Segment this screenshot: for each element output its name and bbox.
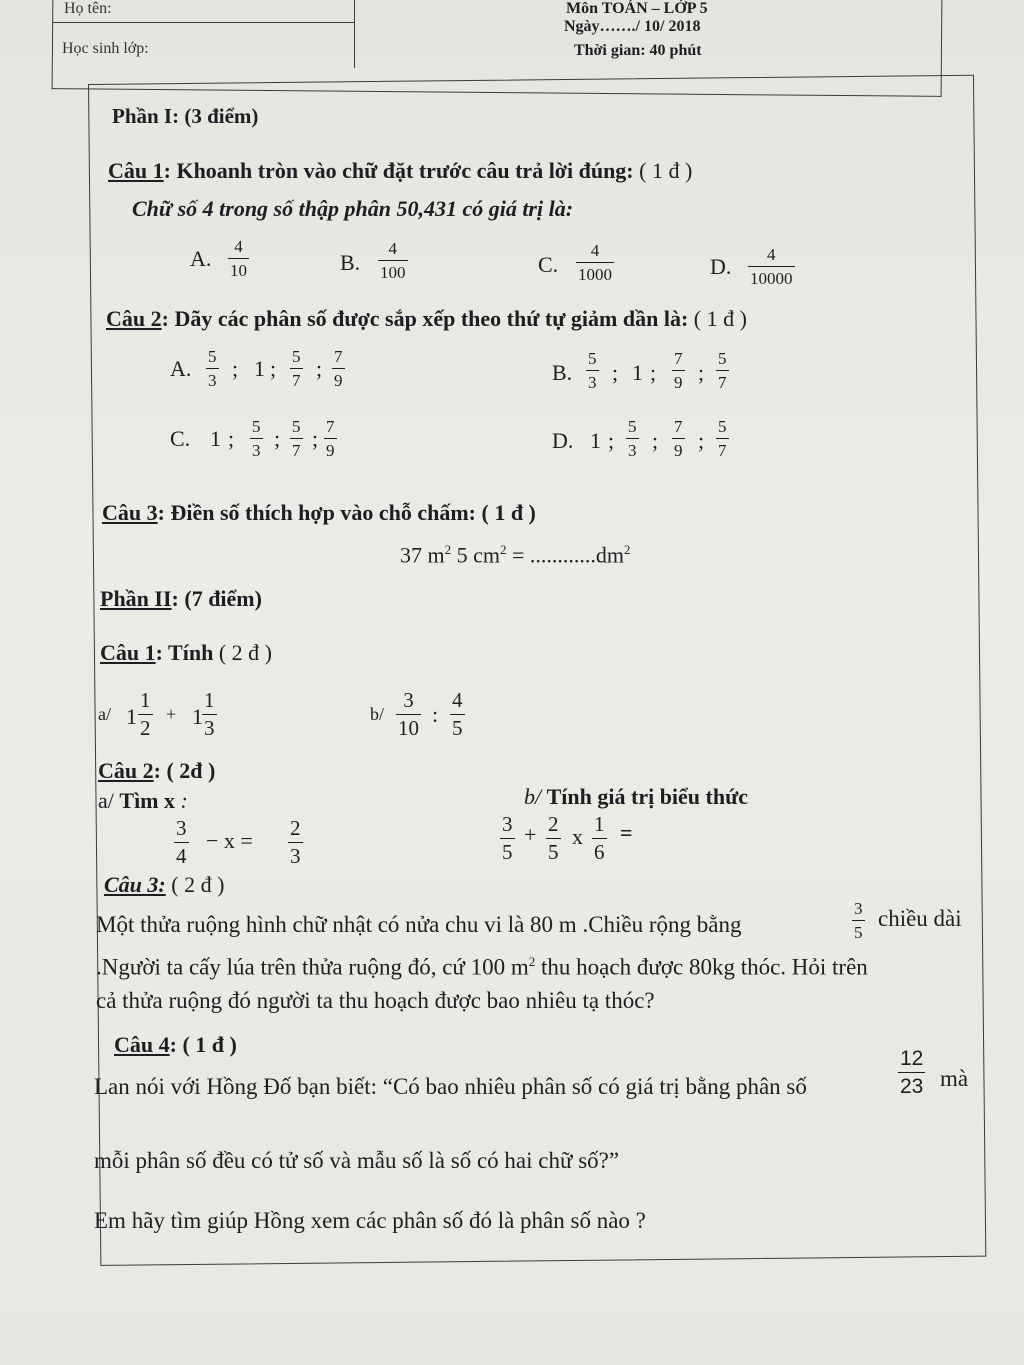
part1-title: Phần I: (3 điểm) [112, 104, 259, 128]
whole-part: 1 [126, 704, 137, 729]
q2-option-b-letter: B. [552, 360, 573, 385]
fraction: $\frac{1}{2}$ [140, 688, 151, 740]
fraction: $\frac{3}{4}$ [176, 816, 187, 868]
q2-option-a-letter: A. [170, 356, 192, 381]
fraction: $\frac{4}{5}$ [452, 688, 463, 740]
p2-q4-text-1b: mà [940, 1066, 969, 1091]
question-text: : Tính [155, 640, 214, 665]
header-divider [354, 0, 355, 68]
fraction: $\frac{7}{9}$ [326, 417, 335, 460]
p2-q2-line [98, 758, 215, 784]
separator: ; [312, 426, 319, 451]
option-c-fraction: $\frac{4}{1000}$ [578, 241, 612, 284]
p2-q2-a: a/ Tìm x : [98, 788, 188, 813]
fraction: $\frac{3}{10}$ [398, 688, 419, 740]
p1-q2-line [106, 306, 747, 332]
question-label: Câu 1 [108, 158, 164, 183]
question-text: : [169, 1032, 177, 1057]
fraction: $\frac{1}{6}$ [594, 812, 605, 864]
exam-duration: Thời gian: 40 phút [574, 42, 702, 59]
p1-q1-prompt: Chữ số 4 trong số thập phân 50,431 có giá trị là: [132, 196, 574, 221]
plus-sign: + [166, 704, 177, 724]
fraction: $\frac{5}{7}$ [292, 347, 301, 390]
separator: ; [652, 428, 659, 453]
question-label: Câu 3: [104, 872, 166, 897]
subject-title: Môn TOÁN – LỚP 5 [566, 0, 708, 17]
p1-q1-line [108, 158, 692, 184]
fraction: $\frac{2}{3}$ [290, 816, 301, 868]
p2-q4-line [114, 1032, 237, 1058]
question-text: : [153, 758, 161, 783]
p2-q3-text-3: cả thửa ruộng đó người ta thu hoạch được bao nhiêu tạ thóc? [96, 988, 655, 1013]
p2-q1-a-label: a/ [98, 704, 111, 724]
minus-x-equals: − x = [206, 828, 253, 853]
fraction: $\frac{7}{9}$ [334, 347, 343, 390]
p2-q3-text-1b: chiều dài [878, 906, 962, 931]
times-sign: x [572, 824, 583, 849]
option-d-letter: D. [710, 254, 732, 279]
question-points: ( 1 đ ) [639, 158, 693, 183]
p1-q3-expression: 37 $m^2$ 5 $cm^2 = ............dm^2$ [400, 542, 631, 568]
fraction: $\frac{2}{5}$ [548, 812, 559, 864]
plus-sign: + [524, 822, 537, 847]
p2-q4-text-1: Lan nói với Hồng Đố bạn biết: “Có bao nhiêu phân số có giá trị bằng phân số [94, 1074, 807, 1099]
fraction: $\frac{7}{9}$ [674, 349, 683, 392]
p2-q4-text-3: Em hãy tìm giúp Hồng xem các phân số đó là phân số nào ? [94, 1208, 646, 1233]
p2-q2-b: b/ Tính giá trị biểu thức [524, 784, 749, 809]
question-label: Câu 2 [106, 306, 162, 331]
question-label: Câu 4 [114, 1032, 170, 1057]
fraction: $\frac{5}{7}$ [718, 417, 727, 460]
separator: ; [316, 356, 323, 381]
fraction: $\frac{1}{3}$ [204, 688, 215, 740]
option-b-fraction: $\frac{4}{100}$ [380, 239, 406, 282]
p2-q1-line [100, 640, 272, 666]
p2-q3-line [104, 872, 224, 898]
question-points: ( 1 đ ) [693, 306, 747, 331]
separator: ; [228, 426, 235, 451]
header-rule [52, 22, 354, 23]
p2-q4-text-2: mỗi phân số đều có tử số và mẫu số là số có hai chữ số?” [94, 1148, 620, 1173]
question-label: Câu 2 [98, 758, 154, 783]
fraction: $\frac{5}{7}$ [718, 349, 727, 392]
whole-one: 1 [590, 428, 601, 453]
q2-option-d-letter: D. [552, 428, 574, 453]
question-text: : Điền số thích hợp vào chỗ chấm: [157, 500, 476, 525]
fraction: $\frac{12}{23}$ [900, 1047, 924, 1098]
fraction: $\frac{7}{9}$ [674, 417, 683, 460]
p2-q3-text-1: Một thửa ruộng hình chữ nhật có nửa chu vi là 80 m .Chiều rộng bằng [96, 912, 742, 937]
whole-one: 1 [632, 360, 643, 385]
question-points: ( 2đ ) [166, 758, 216, 783]
question-text: : Dãy các phân số được sắp xếp theo thứ tự giảm dần là: [161, 306, 689, 331]
question-points: ( 1 đ ) [182, 1032, 237, 1057]
whole-one: 1 [254, 356, 265, 381]
whole-part: 1 [192, 704, 203, 729]
exam-date: Ngày……./ 10/ 2018 [564, 18, 701, 35]
separator: ; [698, 428, 705, 453]
separator: ; [232, 356, 239, 381]
separator: ; [274, 426, 281, 451]
divide-sign: : [432, 702, 439, 727]
p2-q1-b-label: b/ [370, 704, 385, 724]
question-label: Câu 1 [100, 640, 156, 665]
separator: ; [270, 356, 277, 381]
fraction: $\frac{5}{7}$ [292, 417, 301, 460]
name-label: Họ tên: [64, 0, 112, 17]
fraction: $\frac{5}{3}$ [252, 417, 261, 460]
question-points: ( 2 đ ) [171, 872, 225, 897]
p2-q3-text-2: .Người ta cấy lúa trên thửa ruộng đó, cứ 100 $m^2$ thu hoạch được 80kg thóc. Hỏi trên [96, 954, 868, 980]
option-a-fraction: $\frac{4}{10}$ [230, 237, 247, 280]
fraction: $\frac{5}{3}$ [588, 349, 597, 392]
fraction: $\frac{3}{5}$ [502, 812, 513, 864]
option-b-letter: B. [340, 250, 361, 275]
separator: ; [608, 428, 615, 453]
fraction: $\frac{5}{3}$ [628, 417, 637, 460]
separator: ; [612, 360, 619, 385]
part2-title: Phần II: (7 điểm) [100, 586, 262, 611]
question-points: ( 2 đ ) [218, 640, 272, 665]
fraction: $\frac{5}{3}$ [208, 347, 217, 390]
class-label: Học sinh lớp: [62, 40, 149, 57]
question-points: ( 1 đ ) [481, 500, 536, 525]
p1-q3-line [102, 500, 536, 526]
question-text: : Khoanh tròn vào chữ đặt trước câu trả lời đúng: [163, 158, 634, 183]
option-d-fraction: $\frac{4}{10000}$ [750, 245, 793, 288]
separator: ; [650, 360, 657, 385]
option-c-letter: C. [538, 252, 559, 277]
q2-option-c-letter: C. [170, 426, 191, 451]
fraction: $\frac{3}{5}$ [854, 899, 863, 942]
separator: ; [698, 360, 705, 385]
whole-one: 1 [210, 426, 221, 451]
equals-sign: = [620, 820, 633, 845]
option-a-letter: A. [190, 246, 212, 271]
question-label: Câu 3 [102, 500, 158, 525]
